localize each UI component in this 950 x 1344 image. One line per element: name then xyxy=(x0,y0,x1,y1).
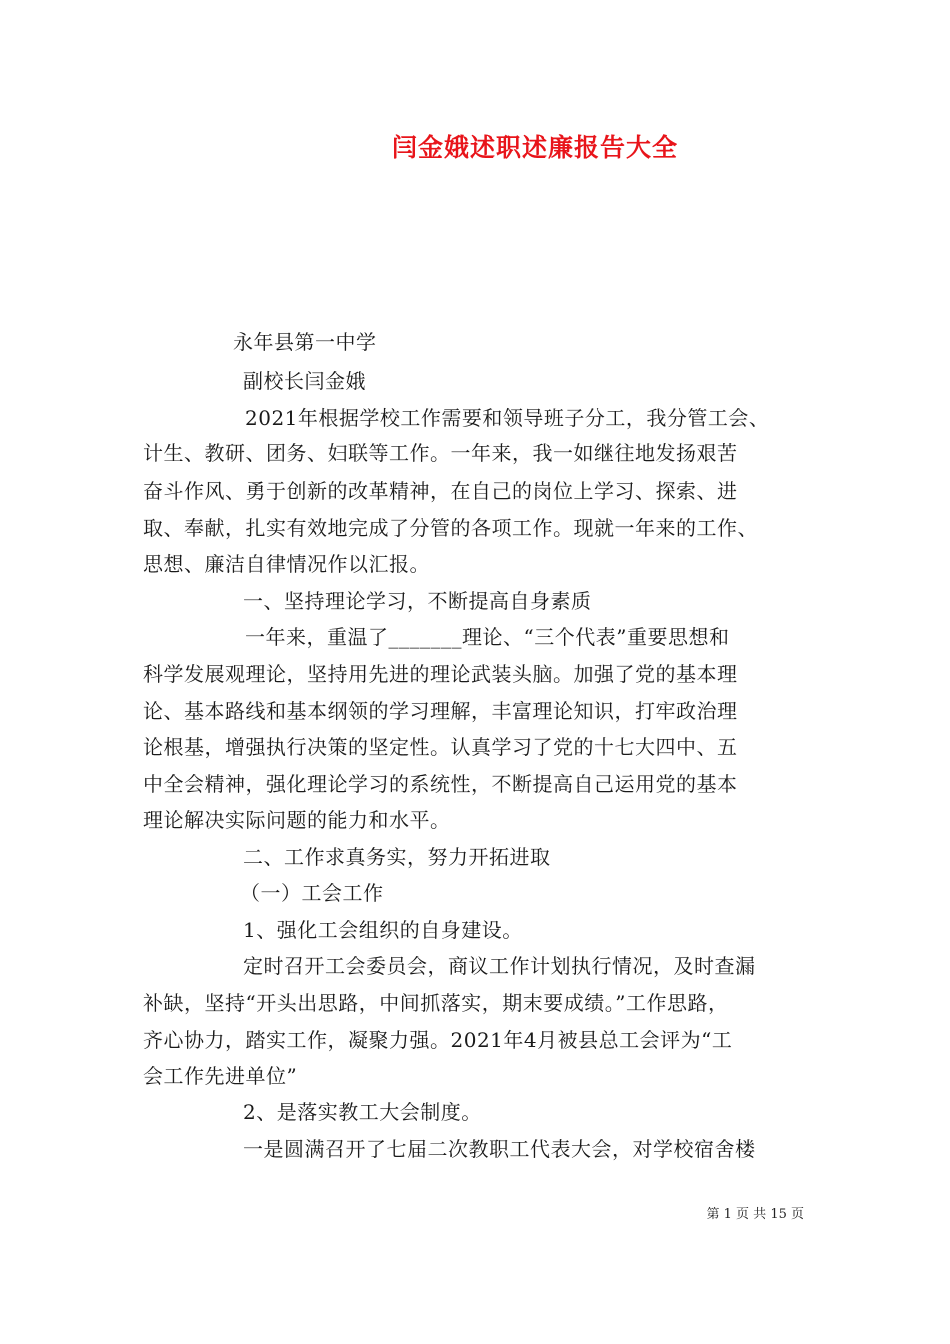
page-number-footer: 第 1 页 共 15 页 xyxy=(706,1207,804,1222)
author-line: 副校长闫金娥 xyxy=(243,369,366,393)
section-heading: 一、坚持理论学习，不断提高自身素质 xyxy=(243,589,592,613)
paragraph-line: 奋斗作风、勇于创新的改革精神，在自己的岗位上学习、探索、进 xyxy=(143,479,738,503)
paragraph-line: 取、奉献，扎实有效地完成了分管的各项工作。现就一年来的工作、 xyxy=(143,516,758,540)
paragraph-line: 一年来，重温了_______理论、“三个代表”重要思想和 xyxy=(245,625,730,649)
section-heading: 二、工作求真务实，努力开拓进取 xyxy=(243,845,551,869)
paragraph-line: 论根基，增强执行决策的坚定性。认真学习了党的十七大四中、五 xyxy=(143,735,738,759)
paragraph-line: 定时召开工会委员会，商议工作计划执行情况，及时查漏 xyxy=(243,954,756,978)
paragraph-line: 2021年根据学校工作需要和领导班子分工，我分管工会、 xyxy=(245,406,770,430)
paragraph-line: 论、基本路线和基本纲领的学习理解，丰富理论知识，打牢政治理 xyxy=(143,699,738,723)
item-heading: 2、是落实教工大会制度。 xyxy=(243,1100,482,1124)
paragraph-line: 中全会精神，强化理论学习的系统性，不断提高自己运用党的基本 xyxy=(143,772,738,796)
paragraph-line: 科学发展观理论，坚持用先进的理论武装头脑。加强了党的基本理 xyxy=(143,662,738,686)
paragraph-line: 思想、廉洁自律情况作以汇报。 xyxy=(143,552,430,576)
item-heading: 1、强化工会组织的自身建设。 xyxy=(243,918,523,942)
paragraph-line: 计生、教研、团务、妇联等工作。一年来，我一如继往地发扬艰苦 xyxy=(143,441,738,465)
paragraph-line: 理论解决实际问题的能力和水平。 xyxy=(143,808,451,832)
paragraph-line: 补缺，坚持“开头出思路，中间抓落实，期末要成绩。”工作思路， xyxy=(143,991,729,1015)
paragraph-line: 一是圆满召开了七届二次教职工代表大会，对学校宿舍楼 xyxy=(243,1137,756,1161)
document-title: 闫金娥述职述廉报告大全 xyxy=(391,133,678,162)
paragraph-line: 会工作先进单位” xyxy=(143,1064,298,1088)
paragraph-line: 齐心协力，踏实工作，凝聚力强。2021年4月被县总工会评为“工 xyxy=(143,1028,733,1052)
subsection-heading: （一）工会工作 xyxy=(240,881,384,905)
school-name: 永年县第一中学 xyxy=(233,330,377,354)
